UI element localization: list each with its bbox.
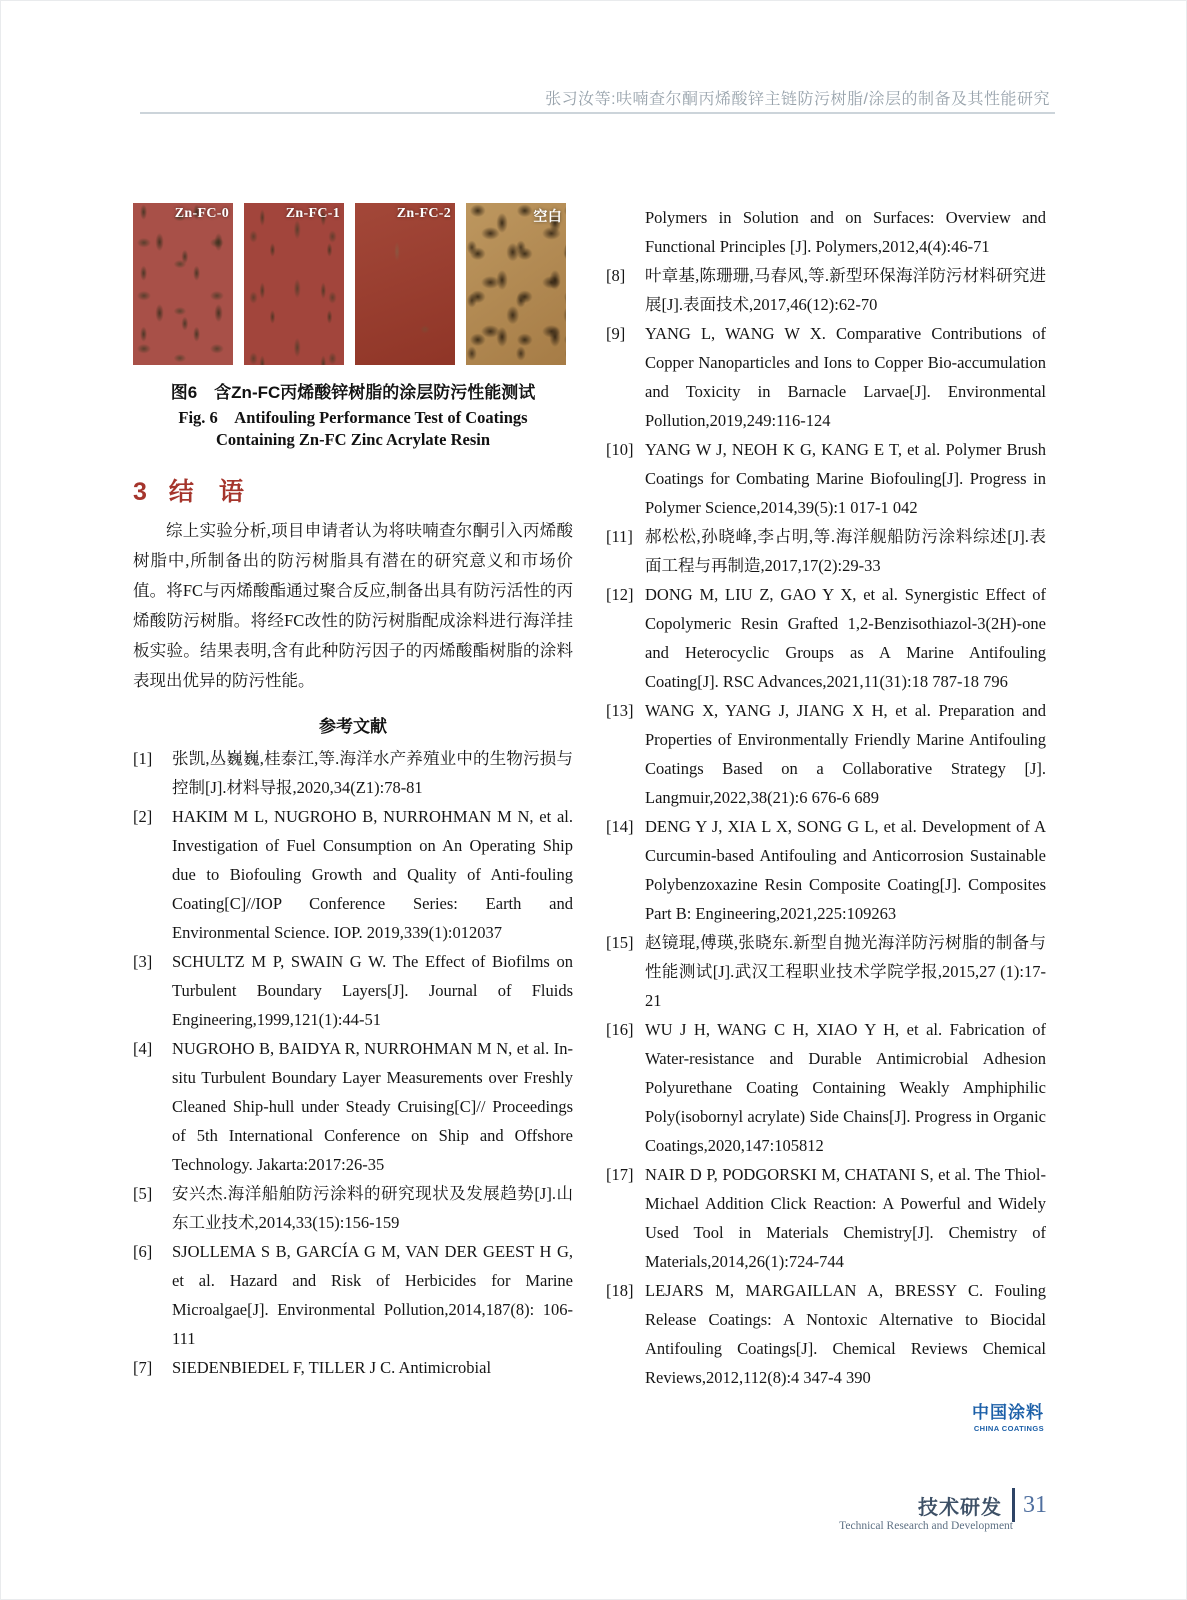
reference-item-3 — [133, 947, 573, 1034]
reference-item-9 — [606, 319, 1046, 435]
reference-item-8 — [606, 261, 1046, 319]
reference-text: 叶章基,陈珊珊,马春风,等.新型环保海洋防污材料研究进展[J].表面技术,2017,46(12):62-70 — [645, 266, 1046, 314]
left-column — [133, 203, 573, 1382]
reference-item-17 — [606, 1160, 1046, 1276]
panel-label: 空白 — [533, 210, 562, 225]
figure-panel-znfc1 — [244, 203, 344, 365]
reference-text: 安兴杰.海洋船舶防污涂料的研究现状及发展趋势[J].山东工业技术,2014,33(15):156-159 — [172, 1183, 573, 1232]
reference-item-12 — [606, 580, 1046, 696]
references-heading: 参考文献 — [319, 716, 387, 736]
reference-number: [7] — [133, 1357, 153, 1377]
reference-text: 张凯,丛巍巍,桂泰江,等.海洋水产养殖业中的生物污损与控制[J].材料导报,2020,34(Z1):78-81 — [172, 748, 573, 797]
reference-number: [12] — [606, 585, 634, 604]
section-number: 3 — [133, 477, 147, 506]
reference-item-16 — [606, 1015, 1046, 1160]
reference-text: HAKIM M L, NUGROHO B, NURROHMAN M N, et al. Investigation of Fuel Consumption on An Operating Ship due to Biofouling Growth and Quality of Anti-fouling Coating[C]//IOP Conference Series: Earth and Environmental Science. IOP. 2019,339(1):012037 — [172, 806, 573, 942]
page-footer — [839, 1488, 1047, 1532]
reference-text: DONG M, LIU Z, GAO Y X, et al. Synergistic Effect of Copolymeric Resin Grafted 1,2-Benzisothiazol-3(2H)-one and Heterocyclic Groups as A Marine Antifouling Coating[J]. RSC Advances,2021,11(31):18 787-18 796 — [645, 585, 1046, 691]
china-coatings-logo-zh: 中国涂料 — [972, 1403, 1044, 1422]
reference-text: WANG X, YANG J, JIANG X H, et al. Preparation and Properties of Environmentally Friendly Marine Antifouling Coatings Based on a Collaborative Strategy [J]. Langmuir,2022,38(21):6 676-6 689 — [645, 701, 1046, 807]
reference-text: YANG W J, NEOH K G, KANG E T, et al. Polymer Brush Coatings for Combating Marine Biofouling[J]. Progress in Polymer Science,2014,39(5):1 017-1 042 — [645, 440, 1046, 517]
reference-item-10 — [606, 435, 1046, 522]
page-number: 31 — [1023, 1491, 1047, 1518]
reference-text: NUGROHO B, BAIDYA R, NURROHMAN M N, et al. In-situ Turbulent Boundary Layer Measurements over Freshly Cleaned Ship-hull under Steady Cruising[C]// Proceedings of 5th International Conference on Ship and Offshore Technology. Jakarta:2017:26-35 — [172, 1038, 573, 1174]
footer-top-row — [839, 1488, 1047, 1522]
reference-number: [2] — [133, 806, 153, 826]
footer-section-label-zh: 技术研发 — [918, 1496, 1002, 1519]
references-left — [133, 744, 573, 1382]
reference-number: [13] — [606, 701, 634, 720]
reference-item-6 — [133, 1237, 573, 1353]
reference-item-2 — [133, 802, 573, 947]
reference-number: [9] — [606, 324, 626, 343]
reference-item-13 — [606, 696, 1046, 812]
reference-text: SJOLLEMA S B, GARCÍA G M, VAN DER GEEST H G, et al. Hazard and Risk of Herbicides for Marine Microalgae[J]. Environmental Pollution,2014,187(8): 106-111 — [172, 1241, 573, 1348]
section-title: 结 语 — [168, 477, 244, 506]
references-right — [606, 203, 1046, 1392]
reference-text: SIEDENBIEDEL F, TILLER J C. Antimicrobial — [172, 1357, 492, 1377]
reference-text: LEJARS M, MARGAILLAN A, BRESSY C. Fouling Release Coatings: A Nontoxic Alternative to Biocidal Antifouling Coatings[J]. Chemical Reviews Chemical Reviews,2012,112(8):4 347-4 390 — [645, 1281, 1046, 1387]
reference-number: [17] — [606, 1165, 634, 1184]
reference-number: [3] — [133, 951, 153, 971]
reference-item-5 — [133, 1179, 573, 1237]
reference-number: [8] — [606, 266, 626, 285]
reference-number: [18] — [606, 1281, 634, 1300]
figure-panel-blank — [466, 203, 566, 365]
reference-item-18 — [606, 1276, 1046, 1392]
reference-item-15 — [606, 928, 1046, 1015]
reference-item-7-continued — [606, 203, 1046, 261]
reference-text: WU J H, WANG C H, XIAO Y H, et al. Fabrication of Water-resistance and Durable Antimicrobial Adhesion Polyurethane Coating Containing Weakly Amphiphilic Poly(isobornyl acrylate) Side Chains[J]. Progress in Organic Coatings,2020,147:105812 — [645, 1020, 1046, 1155]
reference-item-4 — [133, 1034, 573, 1179]
figure-6 — [133, 203, 573, 365]
running-title: 张习汝等:呋喃查尔酮丙烯酸锌主链防污树脂/涂层的制备及其性能研究 — [545, 91, 1050, 108]
figure-panel-znfc0 — [133, 203, 233, 365]
reference-item-14 — [606, 812, 1046, 928]
figure-caption-en — [133, 407, 573, 452]
panel-label: Zn-FC-0 — [174, 206, 229, 221]
reference-number: [10] — [606, 440, 634, 459]
reference-item-11 — [606, 522, 1046, 580]
section-heading-conclusion — [133, 472, 573, 508]
china-coatings-logo-en: CHINA COATINGS — [973, 1424, 1044, 1433]
reference-text: 郝松松,孙晓峰,李占明,等.海洋舰船防污涂料综述[J].表面工程与再制造,2017,17(2):29-33 — [645, 527, 1046, 575]
figure-caption-en-line1: Fig. 6 Antifouling Performance Test of Coatings — [178, 408, 528, 427]
reference-item-7 — [133, 1353, 573, 1382]
reference-number: [6] — [133, 1241, 153, 1261]
footer-section-label-en: Technical Research and Development — [839, 1520, 1013, 1532]
china-coatings-logo — [606, 1398, 1046, 1433]
right-column — [606, 203, 1046, 1433]
panel-label: Zn-FC-1 — [285, 206, 340, 221]
reference-item-1 — [133, 744, 573, 802]
reference-number: [16] — [606, 1020, 634, 1039]
reference-number: [11] — [606, 527, 633, 546]
conclusion-paragraph: 综上实验分析,项目申请者认为将呋喃查尔酮引入丙烯酸树脂中,所制备出的防污树脂具有潜在的研究意义和市场价值。将FC与丙烯酸酯通过聚合反应,制备出具有防污活性的丙烯酸防污树脂。将经FC改性的防污树脂配成涂料进行海洋挂板实验。结果表明,含有此种防污因子的丙烯酸酯树脂的涂料表现出优异的防污性能。 — [133, 520, 573, 690]
panel-label: Zn-FC-2 — [396, 206, 451, 221]
reference-number: [4] — [133, 1038, 153, 1058]
reference-number: [15] — [606, 933, 634, 952]
footer-divider — [1012, 1488, 1015, 1522]
reference-number: [5] — [133, 1183, 153, 1203]
reference-text: NAIR D P, PODGORSKI M, CHATANI S, et al. The Thiol-Michael Addition Click Reaction: A Powerful and Widely Used Tool in Materials Chemistry[J]. Chemistry of Materials,2014,26(1):724-744 — [645, 1165, 1046, 1271]
header-rule — [140, 112, 1055, 114]
figure-panel-znfc2 — [355, 203, 455, 365]
reference-number: [14] — [606, 817, 634, 836]
reference-text: DENG Y J, XIA L X, SONG G L, et al. Development of A Curcumin-based Antifouling and Anticorrosion Sustainable Polybenzoxazine Resin Composite Coating[J]. Composites Part B: Engineering,2021,225:109263 — [645, 817, 1046, 923]
reference-number: [1] — [133, 748, 153, 768]
reference-text: SCHULTZ M P, SWAIN G W. The Effect of Biofilms on Turbulent Boundary Layers[J]. Journal of Fluids Engineering,1999,121(1):44-51 — [172, 951, 573, 1029]
figure-caption-zh: 图6 含Zn-FC丙烯酸锌树脂的涂层防污性能测试 — [170, 383, 536, 402]
reference-text: Polymers in Solution and on Surfaces: Overview and Functional Principles [J]. Polymers,2012,4(4):46-71 — [645, 208, 1046, 256]
reference-text: 赵镜琨,傅瑛,张晓东.新型自抛光海洋防污树脂的制备与性能测试[J].武汉工程职业技术学院学报,2015,27 (1):17-21 — [645, 933, 1046, 1010]
reference-text: YANG L, WANG W X. Comparative Contributions of Copper Nanoparticles and Ions to Copper Bio-accumulation and Toxicity in Barnacle Larvae[J]. Environmental Pollution,2019,249:116-124 — [645, 324, 1046, 430]
figure-caption-en-line2: Containing Zn-FC Zinc Acrylate Resin — [215, 430, 491, 450]
